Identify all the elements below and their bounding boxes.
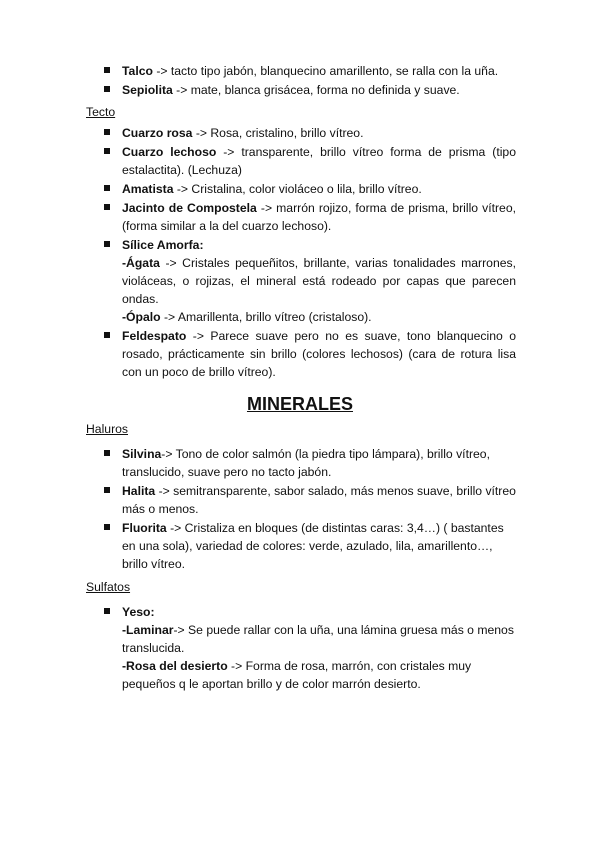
list-item-silvina [0,445,516,481]
term: Silvina [122,447,162,461]
bullet-icon [104,185,110,191]
description: -> Rosa, cristalino, brillo vítreo. [192,126,364,140]
term: Talco [122,64,153,78]
term: Sepiolita [122,83,173,97]
list-item-sepiolita [0,81,516,99]
description: -> Parece suave pero no es suave, tono blanquecino o rosado, prácticamente sin brillo (colores lechosos) (cara de rotura lisa con un poco de brillo vítreo). [122,329,516,379]
page-title: MINERALES [246,394,353,414]
haluros-list [0,445,600,573]
sub-term: -Rosa del desierto [122,659,228,673]
description: -> Cristalina, color violáceo o lila, brillo vítreo. [173,182,422,196]
term: Amatista [122,182,174,196]
bullet-icon [104,67,110,73]
term: Fluorita [122,521,167,535]
sub-term: -Ópalo [122,310,161,324]
term: Halita [122,484,156,498]
bullet-icon [104,450,110,456]
term: Jacinto de Compostela [122,201,257,215]
list-item-talco [0,62,516,80]
section-heading-haluros: Haluros [86,422,128,436]
description: -> transparente, brillo vítreo forma de prisma (tipo estalactita). (Lechuza) [122,145,516,177]
term: Feldespato [122,329,187,343]
sub-description: -> Se puede rallar con la uña, una lámina gruesa más o menos translucida. [122,623,514,655]
sub-description: -> Amarillenta, brillo vítreo (cristaloso). [160,310,372,324]
tecto-list [0,124,600,381]
sulfatos-list [0,603,600,693]
term: Cuarzo rosa [122,126,193,140]
sub-term: -Laminar [122,623,174,637]
description: -> Cristaliza en bloques (de distintas caras: 3,4…) ( bastantes en una sola), variedad de colores: verde, azulado, lila, amarillento…, brillo vítreo. [122,521,504,571]
list-item-silice-amorfa [0,236,516,326]
bullet-icon [104,86,110,92]
description: -> semitransparente, sabor salado, más menos suave, brillo vítreo más o menos. [122,484,516,516]
bullet-icon [104,524,110,530]
bullet-icon [104,332,110,338]
bullet-icon [104,148,110,154]
top-mineral-list [0,62,600,99]
section-heading-tecto: Tecto [86,105,116,119]
sub-description: -> Forma de rosa, marrón, con cristales muy pequeños q le aportan brillo y de color marrón desierto. [122,659,472,691]
term: Yeso: [122,605,155,619]
bullet-icon [104,608,110,614]
bullet-icon [104,487,110,493]
list-item-cuarzo-lechoso [0,143,516,179]
bullet-icon [104,241,110,247]
list-item-feldespato [0,327,516,381]
section-heading-sulfatos: Sulfatos [86,580,131,594]
list-item-amatista [0,180,516,198]
description: -> mate, blanca grisácea, forma no definida y suave. [172,83,460,97]
document-page [0,62,600,694]
bullet-icon [104,204,110,210]
term: Sílice Amorfa: [122,238,204,252]
bullet-icon [104,129,110,135]
list-item-jacinto [0,199,516,235]
list-item-fluorita [0,519,516,573]
list-item-cuarzo-rosa [0,124,516,142]
term: Cuarzo lechoso [122,145,217,159]
description: -> tacto tipo jabón, blanquecino amarillento, se ralla con la uña. [152,64,499,78]
list-item-yeso [0,603,516,693]
list-item-halita [0,482,516,518]
description: -> marrón rojizo, forma de prisma, brillo vítreo, (forma similar a la del cuarzo lechoso). [122,201,516,233]
sub-term: -Ágata [122,256,160,270]
description: -> Tono de color salmón (la piedra tipo lámpara), brillo vítreo, translucido, suave pero no tacto jabón. [122,447,490,479]
sub-description: -> Cristales pequeñitos, brillante, varias tonalidades marrones, violáceas, o rojizas, el mineral está rodeado por capas que parecen ondas. [122,256,516,306]
